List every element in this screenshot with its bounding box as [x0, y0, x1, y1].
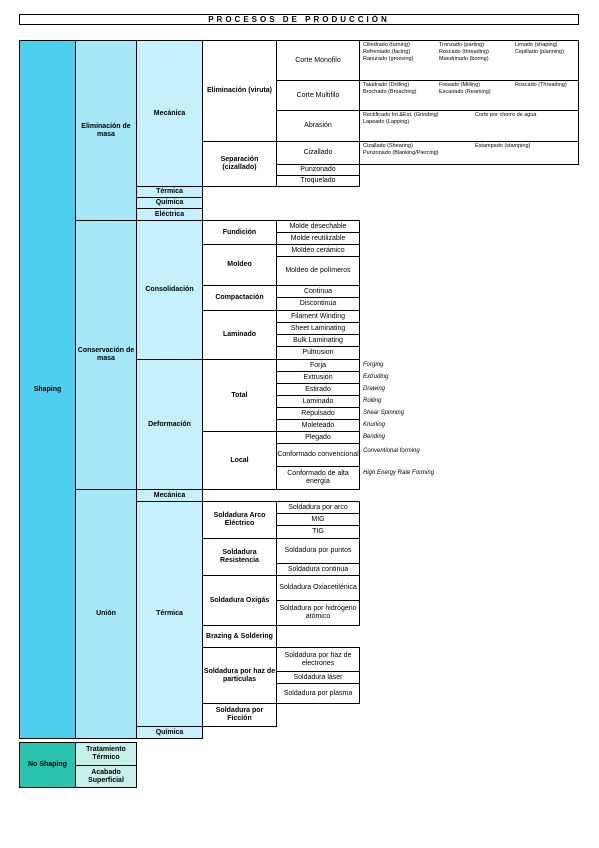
punzonado: Punzonado	[276, 164, 360, 176]
cons-fundicion: Fundición	[202, 220, 277, 245]
multifilo-processes	[359, 80, 579, 111]
process-item: Rectificado Int.&Ext. (Grinding)	[363, 112, 439, 118]
process-item: Fresado (Milling)	[439, 82, 480, 88]
english-label: Forging	[363, 362, 384, 368]
abrasion: Abrasión	[276, 110, 360, 142]
process-item: Estampado (stamping)	[475, 143, 531, 149]
process-item: Cepillado (planning)	[515, 49, 564, 55]
moldeo-item: Moldeo cerámico	[276, 244, 360, 257]
process-item: Tronzado (parting)	[439, 42, 485, 48]
process-item: Limado (shaping)	[515, 42, 558, 48]
union-arco: Soldadura Arco Eléctrico	[202, 501, 277, 539]
process-item: Lapeado (Lapping)	[363, 119, 410, 125]
english-label: Rolling	[363, 398, 382, 404]
process-item: Taladrado (Drilling)	[363, 82, 410, 88]
abrasion-processes	[359, 110, 579, 142]
total-item: Moleteado	[276, 419, 360, 432]
process-item: Roscado (threading)	[439, 49, 489, 55]
cons-total: Total	[202, 359, 277, 432]
oxi-item: Soldadura Oxiacetilénica	[276, 575, 360, 601]
union-brazing: Brazing & Soldering	[202, 625, 277, 648]
process-item: Roscado (Threading)	[515, 82, 567, 88]
cizallado-processes	[359, 141, 579, 165]
elim-viruta: Eliminación (viruta)	[202, 40, 277, 142]
english-label: Knurling	[363, 422, 386, 428]
moldeo-item: Moldeo de polímeros	[276, 256, 360, 286]
corte-multifilo: Corte Multifilo	[276, 80, 360, 111]
fund-item: Molde desechable	[276, 220, 360, 233]
lam-item: Pultrusion	[276, 346, 360, 360]
union-termica: Térmica	[136, 501, 203, 727]
shaping-cell: Shaping	[19, 40, 76, 739]
cons-deformacion: Deformación	[136, 359, 203, 490]
cons-consolidacion: Consolidación	[136, 220, 203, 360]
arco-item: Soldadura por arco	[276, 501, 360, 514]
cons-local: Local	[202, 431, 277, 490]
english-label: High Energy Rate Forming	[363, 470, 435, 476]
arco-item: TIG	[276, 525, 360, 539]
total-item: Estirado	[276, 383, 360, 396]
union-mecanica: Mecánica	[136, 489, 203, 502]
process-item: Cilindrado (turning)	[363, 42, 410, 48]
process-item: Corte por chorro de agua	[475, 112, 537, 118]
local-item: Plegado	[276, 431, 360, 444]
oxi-item: Soldadura por hidrógeno atómico	[276, 600, 360, 626]
res-item: Soldadura por puntos	[276, 538, 360, 564]
process-item: Mandrinado (boring)	[439, 56, 489, 62]
local-item: Conformado convencional	[276, 443, 360, 467]
haz-item: Soldadura por plasma	[276, 683, 360, 704]
cons-moldeo: Moldeo	[202, 244, 277, 286]
process-item: Brochado (Broaching)	[363, 89, 417, 95]
local-item: Conformado de alta energía	[276, 466, 360, 490]
english-label: Conventional forming	[363, 448, 420, 454]
noshaping-item: Acabado Superficial	[75, 765, 137, 788]
english-label: Extruding	[363, 374, 389, 380]
union-quimica: Química	[136, 726, 203, 739]
process-item: Refrentado (facing)	[363, 49, 411, 55]
res-item: Soldadura continua	[276, 563, 360, 576]
group-eliminacion: Eliminación de masa	[75, 40, 137, 221]
elim-quimica: Química	[136, 197, 203, 209]
process-item: Ranurado (grooving)	[363, 56, 414, 62]
union-friccion: Soldadura por Ficción	[202, 703, 277, 727]
elim-electrica: Eléctrica	[136, 208, 203, 221]
process-item: Cizallado (Shearing)	[363, 143, 413, 149]
total-item: Repulsado	[276, 407, 360, 420]
process-item: Escariado (Reaming)	[439, 89, 491, 95]
group-union: Unión	[75, 489, 137, 739]
cons-laminado: Laminado	[202, 310, 277, 360]
lam-item: Sheet Laminating	[276, 322, 360, 335]
arco-item: MIG	[276, 513, 360, 526]
elim-separacion: Separación (cizallado)	[202, 141, 277, 187]
haz-item: Soldadura por haz de electrones	[276, 647, 360, 672]
english-label: Drawing	[363, 386, 386, 392]
haz-item: Soldadura láser	[276, 671, 360, 684]
cons-compactacion: Compactación	[202, 285, 277, 311]
page-title: PROCESOS DE PRODUCCIÓN	[19, 14, 579, 25]
cizallado: Cizallado	[276, 141, 360, 165]
troquelado: Troquelado	[276, 175, 360, 187]
corte-monofilo: Corte Monofilo	[276, 40, 360, 81]
english-label: Shear Spinning	[363, 410, 405, 416]
union-resistencia: Soldadura Resistencia	[202, 538, 277, 576]
elim-mecanica: Mecánica	[136, 40, 203, 187]
total-item: Forja	[276, 359, 360, 372]
union-oxigas: Soldadura Oxigás	[202, 575, 277, 626]
fund-item: Molde reutilizable	[276, 232, 360, 245]
lam-item: Bulk Laminating	[276, 334, 360, 347]
total-item: Laminado	[276, 395, 360, 408]
lam-item: Filament Winding	[276, 310, 360, 323]
comp-item: Continua	[276, 285, 360, 298]
union-haz: Soldadura por haz de partículas	[202, 647, 277, 704]
no-shaping-cell: No Shaping	[19, 742, 76, 788]
monofilo-processes	[359, 40, 579, 81]
total-item: Extrusión	[276, 371, 360, 384]
comp-item: Discontinua	[276, 297, 360, 311]
process-item: Punzonado (Blanking/Piercing)	[363, 150, 439, 156]
group-conservacion: Conservación de masa	[75, 220, 137, 490]
elim-termica: Térmica	[136, 186, 203, 198]
english-label: Bending	[363, 434, 386, 440]
noshaping-item: Tratamiento Térmico	[75, 742, 137, 766]
